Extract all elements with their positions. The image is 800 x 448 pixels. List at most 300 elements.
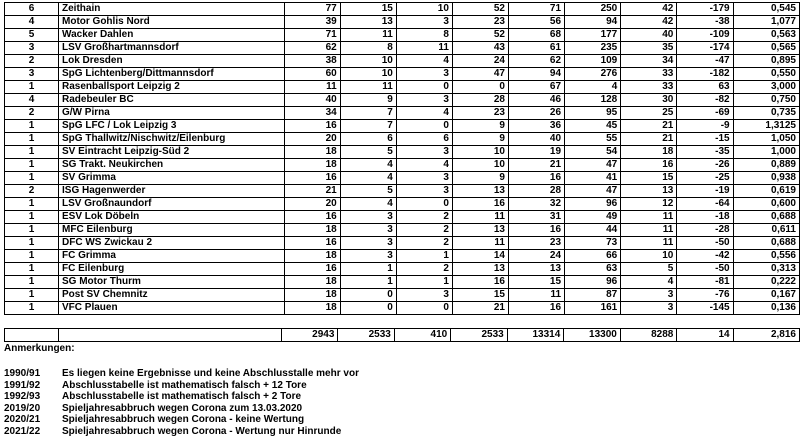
goals-for-cell: 16 [508,302,564,315]
losses-cell: 10 [452,159,508,172]
table-row [5,263,800,276]
table-row [5,68,800,81]
team-cell: SG Motor Thurm [59,276,285,289]
draws-cell: 3 [396,289,452,302]
goals-against-cell: 276 [565,68,621,81]
team-cell: SpG LFC / Lok Leipzig 3 [59,120,285,133]
losses-cell: 10 [452,146,508,159]
games-cell: 71 [284,29,340,42]
table-row [5,224,800,237]
games-cell: 20 [284,198,340,211]
seasons-cell: 3 [5,68,59,81]
goal-difference-cell: -76 [677,289,733,302]
losses-cell: 21 [452,302,508,315]
team-cell: SG Trakt. Neukirchen [59,159,285,172]
note-item [4,368,359,380]
table-row [5,250,800,263]
points-cell: 34 [621,55,677,68]
total-goal-difference-cell: 14 [677,329,733,342]
table-row [5,237,800,250]
team-cell: MFC Eilenburg [59,224,285,237]
points-cell: 11 [621,211,677,224]
losses-cell: 13 [452,224,508,237]
points-per-game-cell: 1,000 [733,146,799,159]
points-cell: 40 [621,29,677,42]
goals-against-cell: 87 [565,289,621,302]
note-text: Abschlusstabelle ist mathematisch falsch + 12 Tore [62,379,307,391]
goal-difference-cell: -50 [677,237,733,250]
goals-against-cell: 96 [565,276,621,289]
goal-difference-cell: -182 [677,68,733,81]
table-row [5,185,800,198]
note-text: Abschlusstabelle ist mathematisch falsch + 2 Tore [62,391,302,402]
total-points-cell: 8288 [620,329,676,342]
goals-against-cell: 45 [565,120,621,133]
team-cell: G/W Pirna [59,107,285,120]
draws-cell: 1 [396,276,452,289]
losses-cell: 9 [452,120,508,133]
points-cell: 25 [621,107,677,120]
points-per-game-cell: 0,750 [733,94,799,107]
losses-cell: 28 [452,94,508,107]
draws-cell: 3 [396,172,452,185]
goals-for-cell: 23 [508,237,564,250]
seasons-cell: 1 [5,172,59,185]
goal-difference-cell: -69 [677,107,733,120]
wins-cell: 8 [340,42,396,55]
total-losses-cell: 2533 [451,329,507,342]
team-cell: VFC Plauen [59,302,285,315]
total-points-per-game-cell: 2,816 [733,329,799,342]
seasons-cell: 2 [5,185,59,198]
draws-cell: 4 [396,55,452,68]
points-cell: 21 [621,133,677,146]
table-row [5,289,800,302]
seasons-cell: 1 [5,250,59,263]
goals-for-cell: 67 [508,81,564,94]
points-per-game-cell: 0,313 [733,263,799,276]
goals-for-cell: 28 [508,185,564,198]
points-per-game-cell: 3,000 [733,81,799,94]
table-row [5,159,800,172]
points-cell: 3 [621,289,677,302]
goals-against-cell: 66 [565,250,621,263]
table-row [5,302,800,315]
games-cell: 21 [284,185,340,198]
wins-cell: 3 [340,237,396,250]
seasons-cell: 1 [5,146,59,159]
notes-section [4,343,359,437]
wins-cell: 7 [340,107,396,120]
points-cell: 5 [621,263,677,276]
goal-difference-cell: -18 [677,211,733,224]
team-cell: FC Grimma [59,250,285,263]
team-cell: LSV Großhartmannsdorf [59,42,285,55]
games-cell: 18 [284,250,340,263]
team-cell: ISG Hagenwerder [59,185,285,198]
games-cell: 20 [284,133,340,146]
points-cell: 35 [621,42,677,55]
totals-row [5,329,800,342]
table-row [5,198,800,211]
games-cell: 38 [284,55,340,68]
seasons-cell: 1 [5,120,59,133]
games-cell: 60 [284,68,340,81]
goals-against-cell: 55 [565,133,621,146]
note-year: 1990/91 [4,368,41,379]
goal-difference-cell: -145 [677,302,733,315]
goals-against-cell: 94 [565,16,621,29]
losses-cell: 23 [452,107,508,120]
goals-against-cell: 63 [565,263,621,276]
losses-cell: 16 [452,198,508,211]
goals-for-cell: 31 [508,211,564,224]
team-cell: ESV Lok Döbeln [59,211,285,224]
goals-for-cell: 40 [508,133,564,146]
note-year: 1992/93 [4,391,41,402]
note-year: 2020/21 [4,414,41,425]
goal-difference-cell: -109 [677,29,733,42]
losses-cell: 23 [452,16,508,29]
wins-cell: 3 [340,224,396,237]
seasons-cell: 2 [5,55,59,68]
wins-cell: 3 [340,250,396,263]
team-cell: SV Grimma [59,172,285,185]
table-row [5,94,800,107]
points-per-game-cell: 0,565 [733,42,799,55]
games-cell: 11 [284,81,340,94]
losses-cell: 47 [452,68,508,81]
points-per-game-cell: 0,222 [733,276,799,289]
points-per-game-cell: 0,563 [733,29,799,42]
points-per-game-cell: 0,600 [733,198,799,211]
note-year: 2019/20 [4,402,41,414]
team-cell: SpG Thallwitz/Nischwitz/Eilenburg [59,133,285,146]
draws-cell: 11 [396,42,452,55]
goals-for-cell: 16 [508,224,564,237]
games-cell: 62 [284,42,340,55]
draws-cell: 3 [396,146,452,159]
note-year: 2021/22 [4,425,41,437]
seasons-cell: 6 [5,3,59,16]
losses-cell: 13 [452,185,508,198]
goals-against-cell: 96 [565,198,621,211]
points-per-game-cell: 0,611 [733,224,799,237]
wins-cell: 10 [340,68,396,81]
total-goals-against-cell: 13300 [564,329,621,342]
points-cell: 15 [621,172,677,185]
draws-cell: 2 [396,211,452,224]
goals-for-cell: 19 [508,146,564,159]
points-cell: 11 [621,237,677,250]
standings-table [4,2,800,315]
draws-cell: 1 [396,250,452,263]
total-goals-for-cell: 13314 [507,329,564,342]
draws-cell: 8 [396,29,452,42]
losses-cell: 16 [452,276,508,289]
goals-for-cell: 26 [508,107,564,120]
wins-cell: 11 [340,29,396,42]
losses-cell: 14 [452,250,508,263]
note-item [4,426,359,438]
wins-cell: 9 [340,94,396,107]
note-text: Spieljahresabbruch wegen Corona - Wertung nur Hinrunde [62,425,342,437]
points-cell: 10 [621,250,677,263]
points-per-game-cell: 0,688 [733,237,799,250]
goal-difference-cell: -81 [677,276,733,289]
points-per-game-cell: 1,3125 [733,120,799,133]
games-cell: 16 [284,211,340,224]
goals-against-cell: 235 [565,42,621,55]
points-cell: 11 [621,224,677,237]
goals-against-cell: 44 [565,224,621,237]
wins-cell: 10 [340,55,396,68]
goals-against-cell: 73 [565,237,621,250]
draws-cell: 3 [396,185,452,198]
note-item [4,414,359,426]
points-per-game-cell: 0,895 [733,55,799,68]
games-cell: 18 [284,159,340,172]
draws-cell: 6 [396,133,452,146]
goals-for-cell: 62 [508,55,564,68]
losses-cell: 11 [452,237,508,250]
total-draws-cell: 410 [394,329,450,342]
points-cell: 12 [621,198,677,211]
losses-cell: 9 [452,172,508,185]
note-item [4,391,359,403]
table-row [5,172,800,185]
table-row [5,81,800,94]
points-cell: 42 [621,16,677,29]
team-cell: DFC WS Zwickau 2 [59,237,285,250]
total-games-cell: 2943 [281,329,337,342]
goals-against-cell: 47 [565,185,621,198]
table-row [5,55,800,68]
totals-table [4,328,800,342]
losses-cell: 9 [452,133,508,146]
wins-cell: 13 [340,16,396,29]
goal-difference-cell: -47 [677,55,733,68]
losses-cell: 43 [452,42,508,55]
goal-difference-cell: -25 [677,172,733,185]
goals-against-cell: 49 [565,211,621,224]
wins-cell: 0 [340,289,396,302]
note-year: 1991/92 [4,379,41,391]
seasons-cell: 4 [5,16,59,29]
team-cell: Lok Dresden [59,55,285,68]
points-per-game-cell: 0,545 [733,3,799,16]
table-row [5,276,800,289]
table-row [5,29,800,42]
wins-cell: 3 [340,211,396,224]
goal-difference-cell: -15 [677,133,733,146]
total-team-cell [59,329,282,342]
goals-against-cell: 109 [565,55,621,68]
table-row [5,120,800,133]
team-cell: LSV Großnaundorf [59,198,285,211]
goals-against-cell: 54 [565,146,621,159]
goal-difference-cell: -64 [677,198,733,211]
seasons-cell: 1 [5,81,59,94]
losses-cell: 52 [452,3,508,16]
points-cell: 30 [621,94,677,107]
points-cell: 13 [621,185,677,198]
goal-difference-cell: -179 [677,3,733,16]
wins-cell: 6 [340,133,396,146]
games-cell: 40 [284,94,340,107]
games-cell: 16 [284,237,340,250]
points-per-game-cell: 0,619 [733,185,799,198]
goals-for-cell: 71 [508,3,564,16]
games-cell: 16 [284,263,340,276]
goals-against-cell: 250 [565,3,621,16]
games-cell: 18 [284,302,340,315]
team-cell: Motor Gohlis Nord [59,16,285,29]
games-cell: 16 [284,120,340,133]
goal-difference-cell: -38 [677,16,733,29]
table-row [5,16,800,29]
games-cell: 18 [284,289,340,302]
points-per-game-cell: 0,938 [733,172,799,185]
table-row [5,3,800,16]
wins-cell: 5 [340,146,396,159]
goals-against-cell: 95 [565,107,621,120]
points-cell: 3 [621,302,677,315]
team-cell: Rasenballsport Leipzig 2 [59,81,285,94]
seasons-cell: 2 [5,107,59,120]
seasons-cell: 1 [5,133,59,146]
goal-difference-cell: 63 [677,81,733,94]
notes-heading: Anmerkungen: [4,343,75,354]
goals-for-cell: 11 [508,289,564,302]
seasons-cell: 1 [5,237,59,250]
note-text: Es liegen keine Ergebnisse und keine Abschlusstalle mehr vor [62,368,359,379]
team-cell: SpG Lichtenberg/Dittmannsdorf [59,68,285,81]
goals-against-cell: 47 [565,159,621,172]
goal-difference-cell: -28 [677,224,733,237]
team-cell: Radebeuler BC [59,94,285,107]
draws-cell: 0 [396,81,452,94]
goals-for-cell: 32 [508,198,564,211]
wins-cell: 1 [340,276,396,289]
goal-difference-cell: -50 [677,263,733,276]
note-item [4,403,359,415]
points-cell: 33 [621,81,677,94]
seasons-cell: 1 [5,224,59,237]
seasons-cell: 1 [5,302,59,315]
standings-body [5,3,800,315]
points-cell: 33 [621,68,677,81]
goals-for-cell: 16 [508,172,564,185]
goals-for-cell: 36 [508,120,564,133]
games-cell: 16 [284,172,340,185]
goal-difference-cell: -42 [677,250,733,263]
total-wins-cell: 2533 [338,329,394,342]
games-cell: 18 [284,146,340,159]
draws-cell: 2 [396,237,452,250]
points-cell: 18 [621,146,677,159]
seasons-cell: 1 [5,198,59,211]
seasons-cell: 4 [5,94,59,107]
table-row [5,42,800,55]
goals-against-cell: 41 [565,172,621,185]
goals-for-cell: 46 [508,94,564,107]
wins-cell: 11 [340,81,396,94]
points-per-game-cell: 0,550 [733,68,799,81]
note-item [4,380,359,392]
draws-cell: 4 [396,107,452,120]
table-row [5,107,800,120]
goal-difference-cell: -26 [677,159,733,172]
games-cell: 34 [284,107,340,120]
seasons-cell: 1 [5,289,59,302]
games-cell: 18 [284,276,340,289]
wins-cell: 15 [340,3,396,16]
goals-against-cell: 161 [565,302,621,315]
wins-cell: 0 [340,302,396,315]
goal-difference-cell: -35 [677,146,733,159]
goals-for-cell: 94 [508,68,564,81]
goals-for-cell: 24 [508,250,564,263]
draws-cell: 4 [396,159,452,172]
points-cell: 42 [621,3,677,16]
draws-cell: 2 [396,224,452,237]
seasons-cell: 1 [5,263,59,276]
losses-cell: 15 [452,289,508,302]
seasons-cell: 1 [5,159,59,172]
draws-cell: 3 [396,94,452,107]
goals-against-cell: 4 [565,81,621,94]
goals-for-cell: 15 [508,276,564,289]
draws-cell: 0 [396,120,452,133]
goals-for-cell: 56 [508,16,564,29]
points-per-game-cell: 0,688 [733,211,799,224]
losses-cell: 13 [452,263,508,276]
points-per-game-cell: 0,735 [733,107,799,120]
team-cell: Wacker Dahlen [59,29,285,42]
goal-difference-cell: -19 [677,185,733,198]
losses-cell: 24 [452,55,508,68]
wins-cell: 5 [340,185,396,198]
goals-for-cell: 21 [508,159,564,172]
games-cell: 77 [284,3,340,16]
wins-cell: 4 [340,172,396,185]
points-cell: 16 [621,159,677,172]
losses-cell: 52 [452,29,508,42]
team-cell: FC Eilenburg [59,263,285,276]
table-row [5,211,800,224]
losses-cell: 11 [452,211,508,224]
note-text: Spieljahresabbruch wegen Corona - keine Wertung [62,414,305,425]
points-per-game-cell: 1,050 [733,133,799,146]
points-cell: 21 [621,120,677,133]
goals-for-cell: 68 [508,29,564,42]
seasons-cell: 1 [5,276,59,289]
seasons-cell: 1 [5,211,59,224]
points-per-game-cell: 0,556 [733,250,799,263]
goals-against-cell: 177 [565,29,621,42]
table-row [5,146,800,159]
draws-cell: 3 [396,16,452,29]
draws-cell: 0 [396,198,452,211]
points-per-game-cell: 1,077 [733,16,799,29]
seasons-cell: 5 [5,29,59,42]
games-cell: 39 [284,16,340,29]
goal-difference-cell: -82 [677,94,733,107]
games-cell: 18 [284,224,340,237]
seasons-cell: 3 [5,42,59,55]
notes-list [4,368,359,437]
